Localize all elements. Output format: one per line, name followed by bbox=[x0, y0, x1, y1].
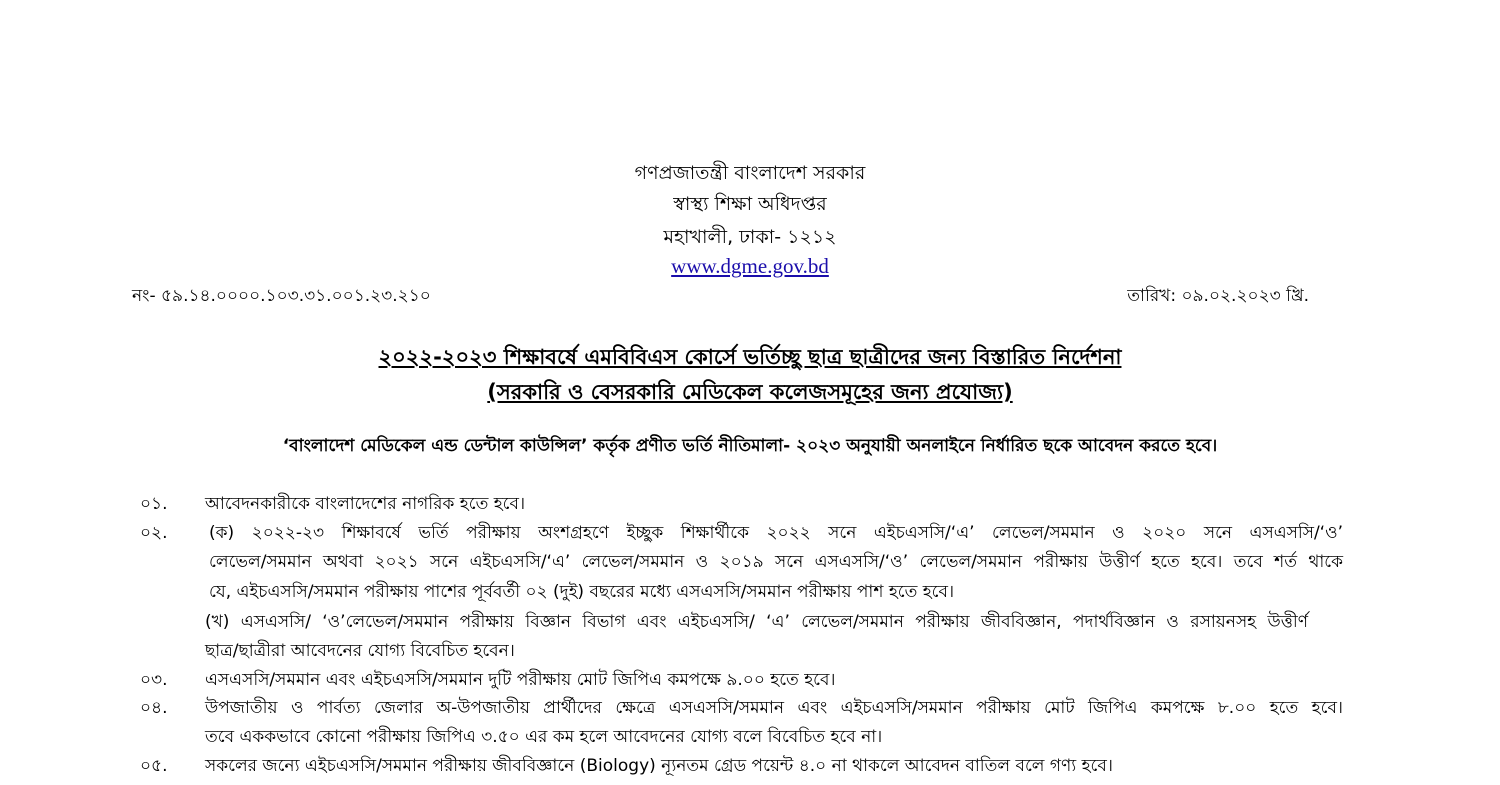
item-text-line: যে, এইচএসসি/সমমান পরীক্ষায় পাশের পূর্ববর্তী ০২ (দুই) বছরের মধ্যে এসএসসি/সমমান পরীক্ষায় পাশ হতে হবে। bbox=[209, 582, 955, 602]
document-subtitle: (সরকারি ও বেসরকারি মেডিকেল কলেজসমূহের জন্য প্রযোজ্য) bbox=[487, 380, 1013, 404]
item-text-line: তবে এককভাবে কোনো পরীক্ষায় জিপিএ ৩.৫০ এর কম হলে আবেদনের যোগ্য বলে বিবেচিত হবে না। bbox=[205, 727, 883, 747]
item-text-line: সকলের জন্যে এইচএসসি/সমমান পরীক্ষায় জীববিজ্ঞানে (Biology) ন্যূনতম গ্রেড পয়েন্ট ৪.০ না থাকলে আবেদন বাতিল বলে গণ্য হবে। bbox=[205, 756, 1113, 776]
item-number: ০৫. bbox=[140, 756, 168, 776]
item-number: ০২. bbox=[140, 523, 168, 543]
item-number: ০১. bbox=[140, 494, 168, 514]
item-number: ০৩. bbox=[140, 670, 168, 690]
address: মহাখালী, ঢাকা- ১২১২ bbox=[663, 226, 837, 248]
govt-name: গণপ্রজাতন্ত্রী বাংলাদেশ সরকার bbox=[634, 162, 866, 184]
item-text-line: (ক) ২০২২-২৩ শিক্ষাবর্ষে ভর্তি পরীক্ষায় অংশগ্রহণে ইচ্ছুক শিক্ষার্থীকে ২০২২ সনে এইচএসসি/‘এ’ লেভেল/সমমান ও ২০২০ সনে এসএসসি/‘ও’ bbox=[209, 523, 1343, 543]
item-number: ০৪. bbox=[140, 698, 168, 718]
item-text-line: ছাত্র/ছাত্রীরা আবেদনের যোগ্য বিবেচিত হবেন। bbox=[205, 641, 515, 661]
item-text-line: লেভেল/সমমান অথবা ২০২১ সনে এইচএসসি/‘এ’ লেভেল/সমমান ও ২০১৯ সনে এসএসসি/‘ও’ লেভেল/সমমান পরীক্ষায় উত্তীর্ণ হতে হবে। তবে শর্ত থাকে bbox=[209, 552, 1343, 572]
item-text-line: উপজাতীয় ও পার্বত্য জেলার অ-উপজাতীয় প্রার্থীদের ক্ষেত্রে এসএসসি/সমমান এবং এইচএসসি/সমমান পরীক্ষায় মোট জিপিএ কমপক্ষে ৮.০০ হতে হবে। bbox=[205, 698, 1343, 718]
website-link[interactable]: www.dgme.gov.bd bbox=[671, 254, 829, 278]
document-title: ২০২২-২০২৩ শিক্ষাবর্ষে এমবিবিএস কোর্সে ভর্তিচ্ছু ছাত্র ছাত্রীদের জন্য বিস্তারিত নির্দেশনা bbox=[378, 345, 1122, 369]
item-text-line: আবেদনকারীকে বাংলাদেশের নাগরিক হতে হবে। bbox=[205, 494, 526, 514]
application-note: ‘বাংলাদেশ মেডিকেল এন্ড ডেন্টাল কাউন্সিল’ কর্তৃক প্রণীত ভর্তি নীতিমালা- ২০২৩ অনুযায়ী অনলাইনে নির্ধারিত ছকে আবেদন করতে হবে। bbox=[282, 436, 1218, 456]
item-text-line: (খ) এসএসসি/ ‘ও’লেভেল/সমমান পরীক্ষায় বিজ্ঞান বিভাগ এবং এইচএসসি/ ‘এ’ লেভেল/সমমান পরীক্ষায় জীববিজ্ঞান, পদার্থবিজ্ঞান ও রসায়নসহ উত্তীর্ণ bbox=[205, 612, 1308, 632]
memo-date: তারিখ: ০৯.০২.২০২৩ খ্রি. bbox=[1127, 286, 1309, 306]
website-line bbox=[0, 254, 1500, 279]
memo-number: নং- ৫৯.১৪.০০০০.১০৩.৩১.০০১.২৩.২১০ bbox=[132, 286, 431, 306]
item-text-line: এসএসসি/সমমান এবং এইচএসসি/সমমান দুটি পরীক্ষায় মোট জিপিএ কমপক্ষে ৯.০০ হতে হবে। bbox=[205, 670, 836, 690]
department-name: স্বাস্থ্য শিক্ষা অধিদপ্তর bbox=[673, 193, 827, 215]
